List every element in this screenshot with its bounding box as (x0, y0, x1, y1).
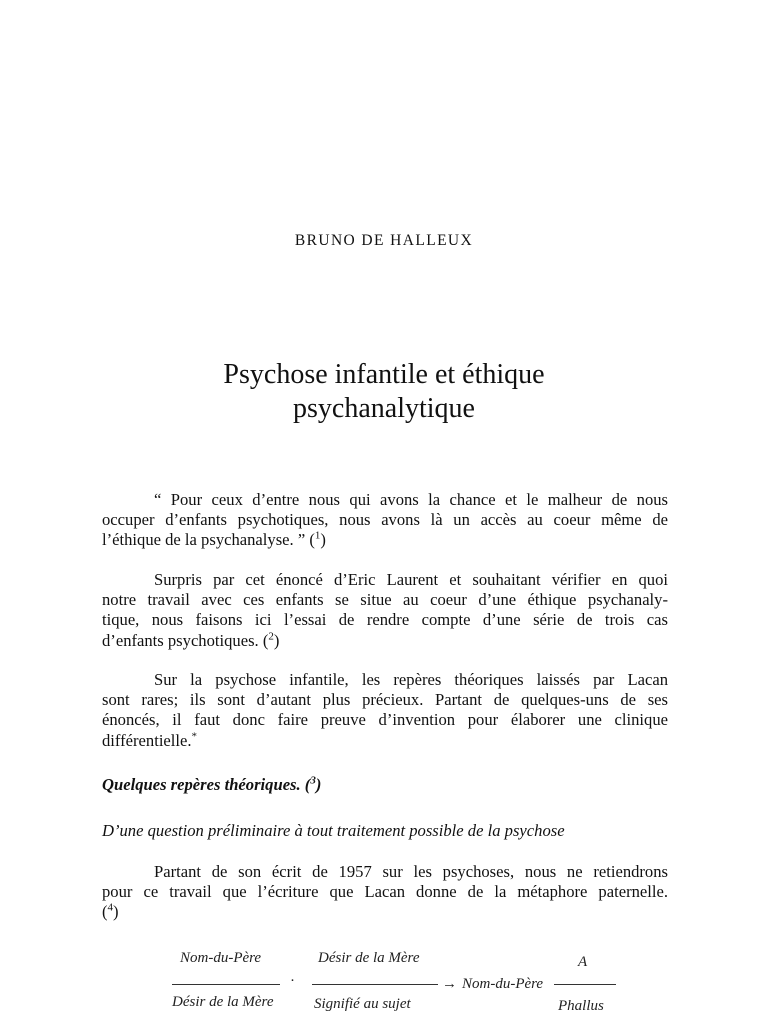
footnote-ref[interactable]: 4 (107, 901, 114, 914)
heading-text: Quelques repères théoriques. ( (102, 775, 311, 794)
paragraph-line (102, 902, 668, 922)
paragraph-line (102, 731, 668, 751)
paragraph-line: Partant de son écrit de 1957 sur les psychoses, nous ne retiendrons (154, 862, 668, 881)
paragraph-line (102, 631, 668, 651)
fraction-1-bar (172, 984, 280, 985)
author-name: BRUNO DE HALLEUX (294, 232, 474, 249)
fraction-1-denominator: Désir de la Mère (172, 994, 274, 1010)
fraction-3-numerator: A (578, 954, 588, 970)
paragraph-line (102, 530, 668, 550)
paragraph-2 (102, 570, 668, 651)
paragraph-line: pour ce travail que l’écriture que Lacan donne de la métaphore paternelle. (102, 882, 668, 902)
paragraph-line: notre travail avec ces enfants se situe au coeur d’une éthique psychanaly- (102, 590, 668, 610)
fraction-3-denominator: Phallus (558, 998, 604, 1014)
paragraph-line: occuper d’enfants psychotiques, nous avons là un accès au coeur même de (102, 510, 668, 530)
fraction-2-numerator: Désir de la Mère (318, 950, 420, 966)
footnote-ref[interactable]: * (191, 730, 198, 743)
paragraph-line: Sur la psychose infantile, les repères théoriques laissés par Lacan (154, 670, 668, 689)
footnote-ref[interactable]: 1 (314, 529, 321, 542)
line-text: d’enfants psychotiques. ( (102, 630, 269, 650)
fraction-3-bar (554, 984, 616, 985)
paragraph-1 (102, 490, 668, 551)
title-line-1: Psychose infantile et éthique (223, 359, 545, 390)
subsection-heading: D’une question préliminaire à tout traitement possible de la psychose (102, 821, 565, 840)
paragraph-line: Surpris par cet énoncé d’Eric Laurent et souhaitant vérifier en quoi (154, 570, 668, 589)
line-text: l’éthique de la psychanalyse. ” ( (102, 530, 315, 550)
line-text: différentielle. (102, 730, 192, 750)
fraction-1-numerator: Nom-du-Père (180, 950, 262, 966)
paragraph-line: “ Pour ceux d’entre nous qui avons la chance et le malheur de nous (154, 490, 668, 509)
paragraph-3 (102, 670, 668, 751)
paragraph-4 (102, 862, 668, 923)
paragraph-line: tique, nous faisons ici l’essai de rendre compte d’une série de trois cas (102, 610, 668, 630)
multiplication-dot: · (290, 973, 295, 989)
line-text: ) (320, 530, 326, 550)
heading-text: ) (315, 775, 322, 794)
paragraph-line: énoncés, il faut donc faire preuve d’invention pour élaborer une clinique (102, 710, 668, 730)
line-text: ( (102, 902, 108, 922)
arrow-icon: → (442, 976, 457, 992)
fraction-2-bar (312, 984, 438, 985)
fraction-2-denominator: Signifié au sujet (314, 996, 411, 1012)
paragraph-line: sont rares; ils sont d’autant plus précieux. Partant de quelques-uns de ses (102, 690, 668, 710)
formula-result: Nom-du-Père (462, 976, 544, 992)
line-text: ) (273, 630, 280, 650)
section-heading (102, 775, 321, 795)
title-line-2: psychanalytique (293, 393, 475, 424)
paternal-metaphor-formula (150, 940, 630, 1024)
article-title (0, 358, 768, 426)
footnote-ref[interactable]: 2 (268, 630, 274, 643)
line-text: ) (113, 902, 119, 922)
footnote-ref[interactable]: 3 (310, 774, 316, 787)
